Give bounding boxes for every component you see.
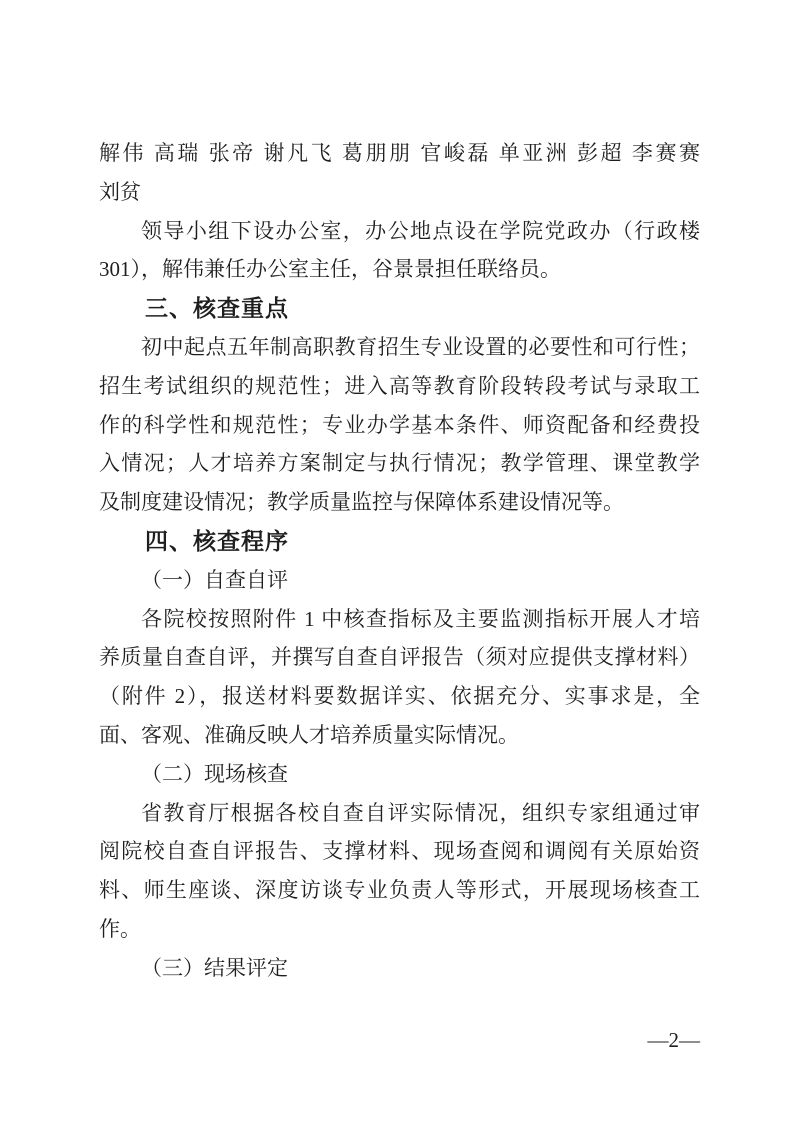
document-line: 作的科学性和规范性；专业办学基本条件、师资配备和经费投 [99,412,700,437]
page-number: —2— [647,1028,700,1052]
document-line: 面、客观、准确反映人才培养质量实际情况。 [99,722,519,747]
document-line: （附件 2），报送材料要数据详实、依据充分、实事求是，全 [99,684,700,709]
document-line: 301），解伟兼任办公室主任，谷景景担任联络员。 [99,257,561,282]
names-line-1: 解伟 高瑞 张帝 谢凡飞 葛朋朋 官峻磊 单亚洲 彭超 李赛赛 [99,141,700,165]
document-line: 及制度建设情况；教学质量监控与保障体系建设情况等。 [99,490,624,515]
document-line: 省教育厅根据各校自查自评实际情况，组织专家组通过审 [141,800,700,825]
document-line: 招生考试组织的规范性；进入高等教育阶段转段考试与录取工 [99,373,700,398]
section-heading-3: 三、核查重点 [145,295,289,322]
subsection-heading-1: （一）自查自评 [141,567,288,592]
subsection-heading-3: （三）结果评定 [141,955,288,980]
subsection-heading-2: （二）现场核查 [141,761,288,786]
section-heading-4: 四、核查程序 [145,527,289,554]
document-line: 入情况；人才培养方案制定与执行情况；教学管理、课堂教学 [99,451,700,476]
document-line: 初中起点五年制高职教育招生专业设置的必要性和可行性； [141,334,700,359]
document-line: 阅院校自查自评报告、支撑材料、现场查阅和调阅有关原始资 [99,839,700,864]
document-line: 养质量自查自评，并撰写自查自评报告（须对应提供支撑材料） [99,645,700,670]
document-line: 领导小组下设办公室，办公地点设在学院党政办（行政楼 [141,218,700,243]
document-body [99,134,700,988]
document-line: 作。 [99,916,141,941]
document-line: 各院校按照附件 1 中核查指标及主要监测指标开展人才培 [141,606,700,631]
names-line-2: 刘贫 [99,179,141,204]
document-line: 料、师生座谈、深度访谈专业负责人等形式，开展现场核查工 [99,878,700,903]
